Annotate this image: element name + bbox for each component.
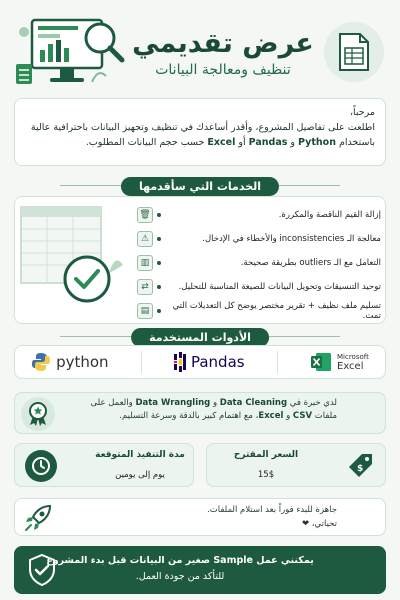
intro-tool-pandas: Pandas [248, 137, 288, 148]
title-block [128, 28, 318, 78]
trash-icon: 🗑 [137, 207, 153, 223]
price-value: 15$ [257, 470, 275, 480]
ready-card [14, 498, 386, 536]
service-item [131, 299, 381, 323]
exp-text: لدي خبرة في [287, 398, 337, 408]
bullet [157, 285, 161, 289]
tool-pandas [174, 352, 245, 372]
exp-text: و [210, 398, 220, 408]
services-card [14, 196, 386, 324]
tool-excel [310, 352, 369, 372]
bullet [157, 309, 161, 313]
intro-text: أو [235, 137, 249, 148]
footer-line-2: للتأكد من جودة العمل. [135, 571, 225, 582]
service-item [131, 227, 381, 251]
rocket-icon [23, 503, 53, 533]
intro-text: حسب حجم البيانات المطلوب. [85, 137, 208, 148]
footer-line-1: يمكنني عمل Sample صغير من البيانات قبل بدء المشروع [46, 555, 314, 566]
footer-banner [14, 546, 386, 594]
service-item [131, 203, 381, 227]
warning-icon: ⚠ [137, 231, 153, 247]
intro-card [14, 98, 386, 166]
exp-highlight: Data Wrangling [135, 398, 211, 408]
price-card [206, 443, 386, 487]
chart-icon: ▥ [137, 255, 153, 271]
exp-highlight: Excel [258, 411, 284, 421]
services-heading: الخدمات التي سأقدمها [121, 177, 279, 196]
services-list [131, 203, 381, 323]
service-item [131, 275, 381, 299]
tool-name: Pandas [190, 353, 245, 371]
duration-value: يوم إلى يومين [115, 470, 165, 480]
price-label: السعر المقترح [233, 450, 299, 460]
intro-text: و [287, 137, 299, 148]
excel-vendor: Microsoft [337, 353, 369, 361]
tool-python [31, 352, 108, 372]
bullet [157, 261, 161, 265]
ready-line-2: تحياتي، ❤ [301, 519, 337, 529]
intro-tool-python: Python [298, 137, 336, 148]
bullet [157, 237, 161, 241]
divider [141, 351, 142, 373]
experience-line-2 [23, 410, 337, 423]
exp-text: ملفات [312, 411, 337, 421]
shield-check-icon [24, 552, 60, 588]
price-tag-badge [345, 450, 377, 482]
exp-text: ، مع اهتمام كبير بالدقة وسرعة التسليم. [119, 411, 259, 421]
exp-highlight: CSV [292, 411, 313, 421]
service-text: إزالة القيم الناقصة والمكررة. [278, 210, 381, 220]
intro-line-2 [25, 135, 375, 150]
divider [277, 351, 278, 373]
page-title: عرض تقديمي [132, 28, 314, 59]
intro-greeting: مرحباً، [349, 107, 375, 118]
spreadsheet-check-icon [17, 203, 127, 313]
dollar-icon: $ [357, 464, 364, 474]
header [10, 6, 390, 98]
price-tag-icon [346, 451, 376, 481]
excel-name: Excel [337, 361, 364, 372]
excel-wordmark [337, 353, 369, 371]
duration-card [14, 443, 194, 487]
service-text: توحيد التنسيقات وتحويل البيانات للصيغة المناسبة للتحليل. [178, 282, 381, 292]
service-text: معالجة الـ inconsistencies والأخطاء في الإدخال. [202, 234, 381, 244]
page-subtitle: تنظيف ومعالجة البيانات [155, 62, 291, 78]
experience-card [14, 392, 386, 434]
service-text: تسليم ملف نظيف + تقرير مختصر يوضح كل التعديلات التي تمت. [172, 301, 381, 321]
medal-icon [27, 402, 49, 426]
intro-text: باستخدام [335, 137, 375, 148]
spreadsheet-badge [324, 22, 384, 82]
tools-heading: الأدوات المستخدمة [131, 328, 269, 347]
excel-logo-icon [310, 352, 332, 372]
duration-label: مدة التنفيذ المتوقعة [95, 450, 185, 460]
exp-highlight: Data Cleaning [219, 398, 288, 408]
python-logo-icon [31, 352, 51, 372]
file-icon: ▤ [137, 303, 153, 319]
clock-icon [31, 456, 51, 476]
service-item [131, 251, 381, 275]
pandas-logo-icon [174, 352, 186, 372]
intro-tool-excel: Excel [207, 137, 236, 148]
tools-card [14, 345, 386, 379]
experience-line-1 [23, 397, 337, 410]
intro-line-1: اطلعت على تفاصيل المشروع، وأقدر أساعدك في تنظيف وتجهيز البيانات باحترافية عالية [30, 122, 375, 133]
exp-text: و [283, 411, 293, 421]
exp-text: والعمل على [90, 398, 136, 408]
swap-icon: ⇄ [137, 279, 153, 295]
service-text: التعامل مع الـ outliers بطريقة صحيحة. [240, 258, 381, 268]
medal-badge [21, 397, 55, 431]
tool-name: python [56, 353, 109, 371]
bullet [157, 213, 161, 217]
clock-badge [25, 450, 57, 482]
analytics-monitor-icon [14, 10, 132, 94]
ready-line-1: جاهزة للبدء فوراً بعد استلام الملفات. [207, 505, 337, 515]
spreadsheet-icon [337, 32, 371, 72]
